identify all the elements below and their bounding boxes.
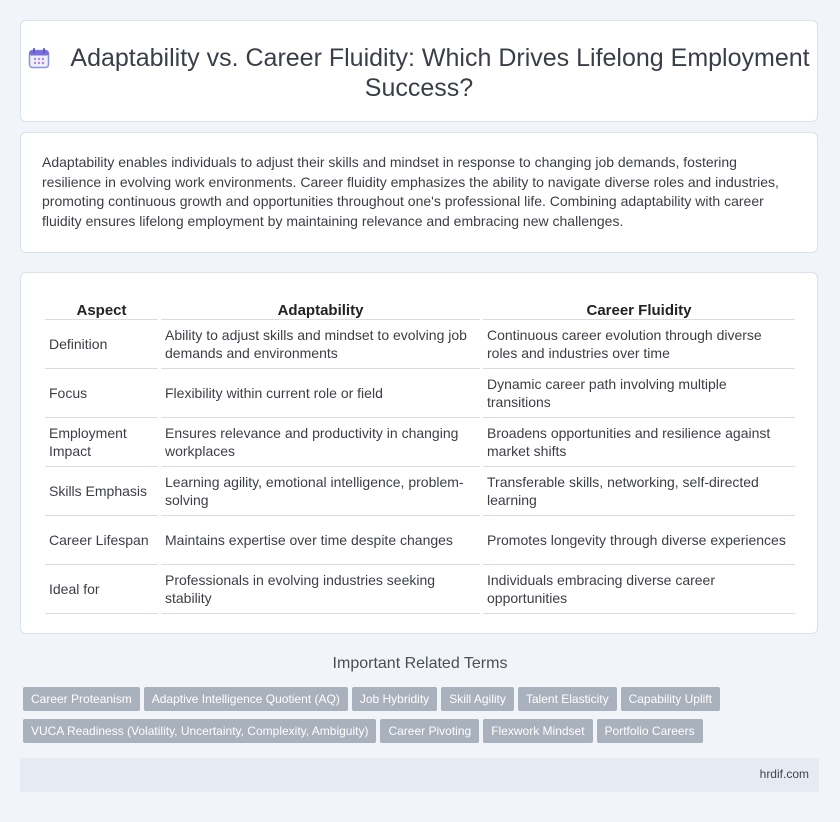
row-career-fluidity: Transferable skills, networking, self-directed learning	[483, 467, 795, 516]
footer-bar	[20, 758, 819, 792]
table-row	[45, 418, 795, 467]
row-aspect: Career Lifespan	[45, 516, 158, 565]
related-term-tag[interactable]: Flexwork Mindset	[483, 719, 592, 743]
page-title-row	[21, 43, 817, 103]
table-row	[45, 467, 795, 516]
table-row	[45, 369, 795, 418]
header-adaptability: Adaptability	[161, 295, 480, 320]
row-aspect: Skills Emphasis	[45, 467, 158, 516]
row-career-fluidity: Individuals embracing diverse career opportunities	[483, 565, 795, 614]
table-row	[45, 320, 795, 369]
page-title: Adaptability vs. Career Fluidity: Which Drives Lifelong Employment Success?	[70, 44, 810, 102]
related-term-tag[interactable]: Portfolio Careers	[597, 719, 703, 743]
row-aspect: Ideal for	[45, 565, 158, 614]
calendar-icon	[28, 46, 50, 68]
table-row	[45, 516, 795, 565]
row-adaptability: Flexibility within current role or field	[161, 369, 480, 418]
row-aspect: Employment Impact	[45, 418, 158, 467]
row-adaptability: Ensures relevance and productivity in changing workplaces	[161, 418, 480, 467]
row-adaptability: Ability to adjust skills and mindset to evolving job demands and environments	[161, 320, 480, 369]
footer-site-link[interactable]: hrdif.com	[759, 767, 809, 781]
related-term-tag[interactable]: Job Hybridity	[352, 687, 437, 711]
table-header-row	[45, 295, 795, 320]
comparison-card	[20, 272, 818, 634]
related-term-tag[interactable]: Adaptive Intelligence Quotient (AQ)	[144, 687, 348, 711]
comparison-table	[42, 295, 798, 614]
row-career-fluidity: Promotes longevity through diverse experiences	[483, 516, 795, 565]
related-term-tag[interactable]: Career Pivoting	[380, 719, 479, 743]
header-career-fluidity: Career Fluidity	[483, 295, 795, 320]
related-term-tag[interactable]: Talent Elasticity	[518, 687, 617, 711]
title-card	[20, 20, 818, 122]
related-terms-heading: Important Related Terms	[332, 655, 508, 672]
intro-card	[20, 132, 818, 253]
row-adaptability: Learning agility, emotional intelligence, problem-solving	[161, 467, 480, 516]
row-aspect: Definition	[45, 320, 158, 369]
related-term-tag[interactable]: Career Proteanism	[23, 687, 140, 711]
header-aspect: Aspect	[45, 295, 158, 320]
related-term-tag[interactable]: Skill Agility	[441, 687, 514, 711]
related-terms-tags	[23, 687, 743, 751]
row-adaptability: Maintains expertise over time despite changes	[161, 516, 480, 565]
row-aspect: Focus	[45, 369, 158, 418]
table-row	[45, 565, 795, 614]
row-career-fluidity: Dynamic career path involving multiple transitions	[483, 369, 795, 418]
related-term-tag[interactable]: VUCA Readiness (Volatility, Uncertainty, Complexity, Ambiguity)	[23, 719, 376, 743]
row-career-fluidity: Broadens opportunities and resilience against market shifts	[483, 418, 795, 467]
row-career-fluidity: Continuous career evolution through diverse roles and industries over time	[483, 320, 795, 369]
related-term-tag[interactable]: Capability Uplift	[621, 687, 720, 711]
intro-paragraph: Adaptability enables individuals to adjust their skills and mindset in response to changing job demands, fostering resilience in evolving work environments. Career fluidity emphasizes the ability to navigate diverse roles and industries, promoting continuous growth and opportunities throughout one's professional life. Combining adaptability with career fluidity ensures lifelong employment by maintaining relevance and embracing new challenges.	[42, 154, 779, 229]
row-adaptability: Professionals in evolving industries seeking stability	[161, 565, 480, 614]
